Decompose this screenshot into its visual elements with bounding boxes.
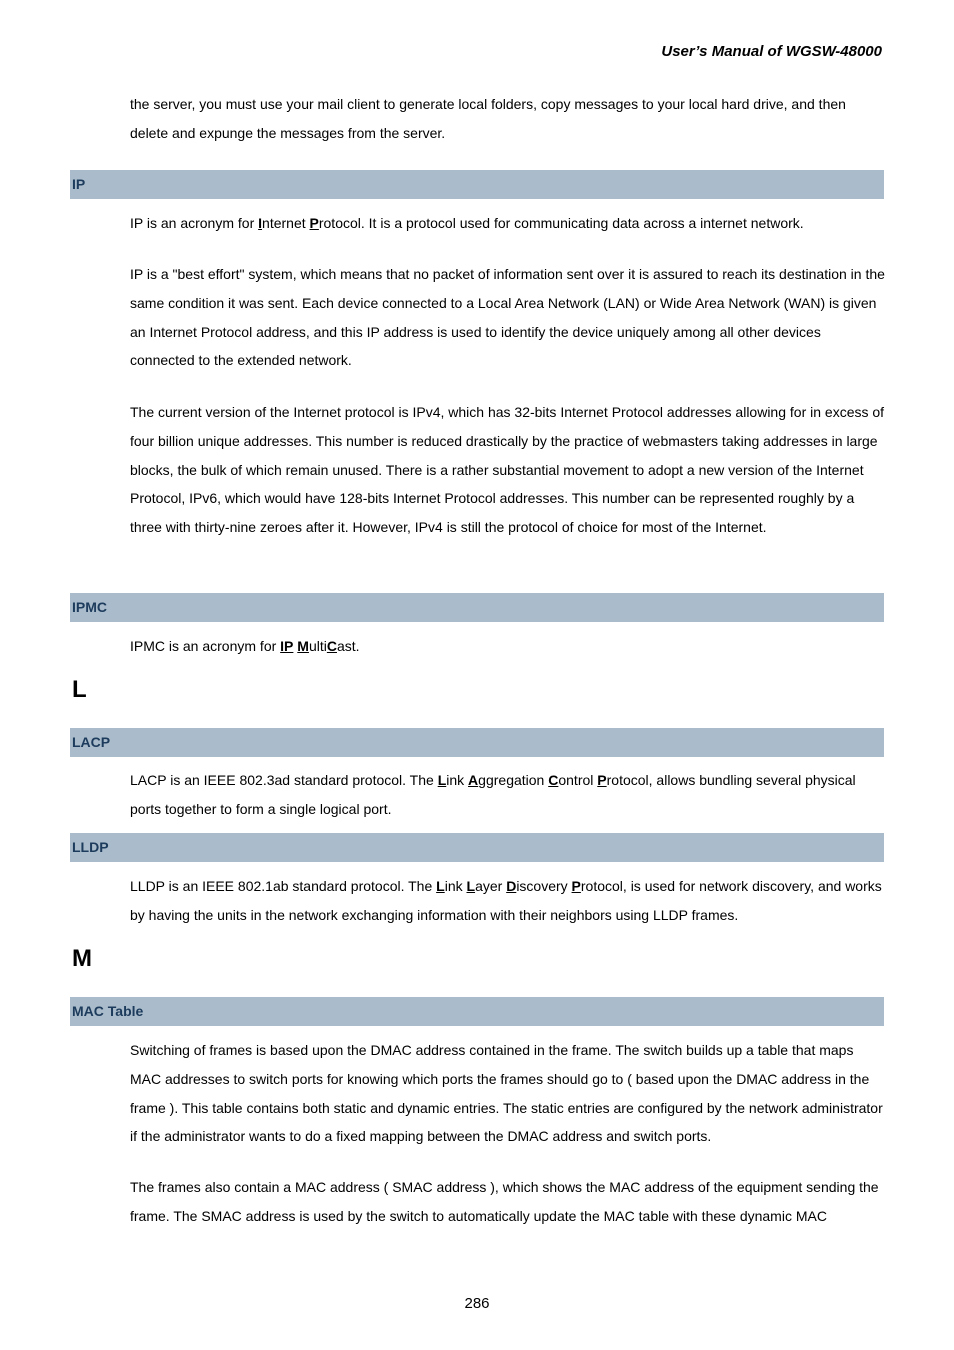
section-title-ipmc: IPMC	[72, 599, 107, 615]
section-title-mac-table: MAC Table	[72, 1003, 144, 1019]
ip-paragraph-3: The current version of the Internet protocol is IPv4, which has 32-bits Internet Protocol addresses allowing for in excess of four billion unique addresses. This number is reduced drastically by the practice of webmasters taking addresses in large blocks, the bulk of which remain unused. There is a rather substantial movement to adopt a new version of the Internet Protocol, IPv6, which would have 128-bits Internet Protocol addresses. This number can be represented roughly by a three with thirty-nine zeroes after it. However, IPv4 is still the protocol of choice for most of the Internet.	[130, 404, 885, 536]
ip-definition: IP is an acronym for Internet Protocol. It is a protocol used for communicating data across a internet network.	[130, 215, 804, 231]
section-bar-ipmc	[70, 593, 884, 622]
section-bar-ip	[70, 170, 884, 199]
lacp-definition: LACP is an IEEE 802.3ad standard protocol. The Link Aggregation Control Protocol, allows bundling several physical ports together to form a single logical port.	[130, 772, 856, 817]
mac-table-paragraph-1: Switching of frames is based upon the DMAC address contained in the frame. The switch builds up a table that maps MAC addresses to switch ports for knowing which ports the frames should go to ( based upon the DMAC address in the frame ). This table contains both static and dynamic entries. The static entries are configured by the network administrator if the administrator wants to do a fixed mapping between the DMAC address and switch ports.	[130, 1042, 883, 1145]
intro-paragraph: the server, you must use your mail client to generate local folders, copy messages to your local hard drive, and then delete and expunge the messages from the server.	[130, 96, 846, 141]
section-title-ip: IP	[72, 176, 86, 192]
section-bar-lacp	[70, 728, 884, 757]
section-bar-lldp	[70, 833, 884, 862]
running-header: User’s Manual of WGSW-48000	[661, 43, 882, 60]
section-title-lldp: LLDP	[72, 839, 109, 855]
letter-heading-l: L	[72, 676, 87, 703]
page-number: 286	[464, 1295, 490, 1312]
lldp-definition: LLDP is an IEEE 802.1ab standard protocol. The Link Layer Discovery Protocol, is used for network discovery, and works by having the units in the network exchanging information with their neighbors using LLDP frames.	[130, 878, 882, 923]
letter-heading-m: M	[72, 945, 92, 972]
mac-table-paragraph-2: The frames also contain a MAC address ( SMAC address ), which shows the MAC address of the equipment sending the frame. The SMAC address is used by the switch to automatically update the MAC table with these dynamic MAC	[130, 1179, 879, 1224]
section-bar-mac-table	[70, 997, 884, 1026]
ip-paragraph-2: IP is a "best effort" system, which means that no packet of information sent over it is assured to reach its destination in the same condition it was sent. Each device connected to a Local Area Network (LAN) or Wide Area Network (WAN) is given an Internet Protocol address, and this IP address is used to identify the device uniquely among all other devices connected to the extended network.	[130, 266, 885, 369]
ipmc-definition: IPMC is an acronym for IP MultiCast.	[130, 638, 360, 654]
section-title-lacp: LACP	[72, 734, 111, 750]
